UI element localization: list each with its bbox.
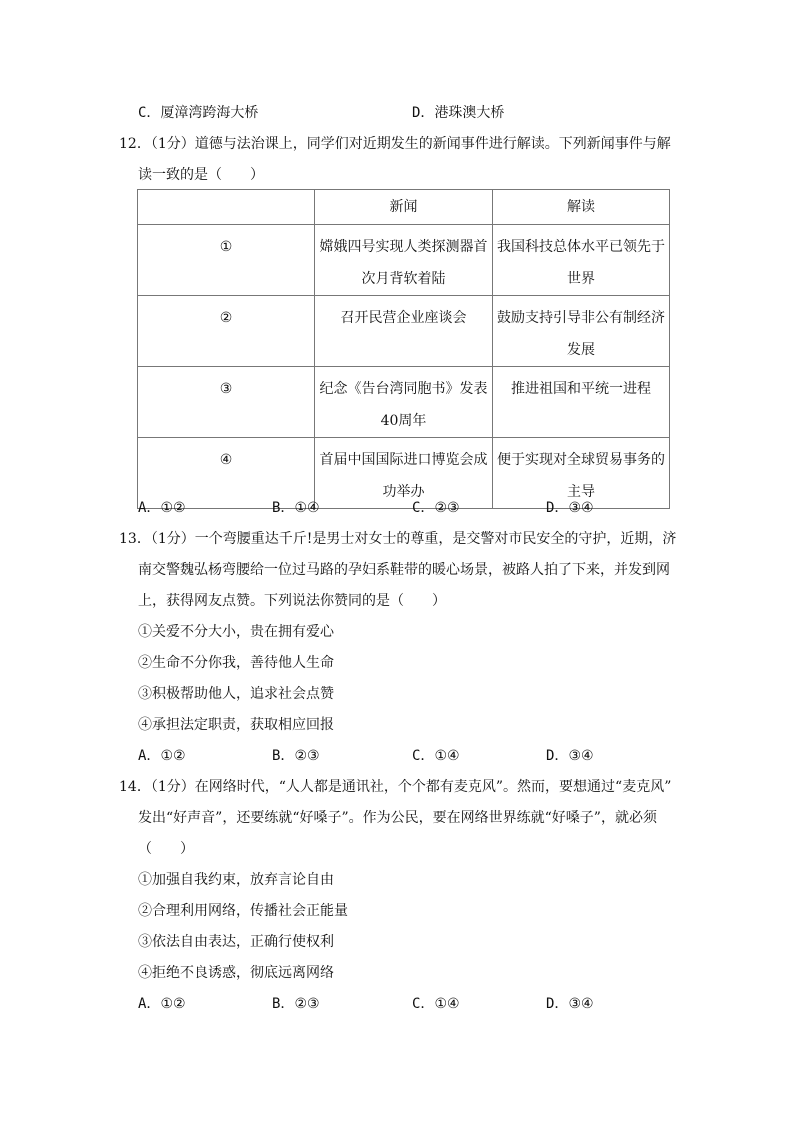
row-number: ① — [138, 225, 315, 296]
option-text: ①④ — [434, 996, 460, 1012]
q13-item-2: ②生命不分你我，善待他人生命 — [138, 655, 334, 671]
q12-stem-line1: 12．（1分）道德与法治课上，同学们对近期发生的新闻事件进行解读。下列新闻事件与解 — [119, 136, 671, 152]
row-reading: 便于实现对全球贸易事务的主导 — [493, 438, 670, 509]
q12-option-a — [138, 498, 186, 518]
row-reading: 我国科技总体水平已领先于世界 — [493, 225, 670, 296]
q14-item-1: ①加强自我约束，放弃言论自由 — [138, 872, 334, 888]
option-letter: C． — [412, 748, 435, 764]
option-text: ③④ — [568, 500, 594, 516]
option-letter: C． — [412, 996, 435, 1012]
option-text: ②③ — [294, 748, 320, 764]
option-letter: A． — [138, 500, 161, 516]
option-letter: D． — [546, 996, 569, 1012]
question-number: 12．（1分） — [119, 136, 195, 152]
option-text: ①④ — [294, 500, 320, 516]
option-letter: B． — [272, 748, 295, 764]
q12-option-c — [412, 498, 460, 518]
option-text: ①④ — [434, 748, 460, 764]
option-text: ①② — [160, 748, 186, 764]
row-news: 召开民营企业座谈会 — [315, 296, 493, 367]
row-reading: 推进祖国和平统一进程 — [493, 367, 670, 438]
row-number: ② — [138, 296, 315, 367]
option-text: ③④ — [568, 748, 594, 764]
option-letter: B． — [272, 500, 295, 516]
q12-stem-line2: 读一致的是（ ） — [138, 167, 264, 183]
q13-item-1: ①关爱不分大小，贵在拥有爱心 — [138, 624, 334, 640]
option-letter: B． — [272, 996, 295, 1012]
q14-item-2: ②合理利用网络，传播社会正能量 — [138, 903, 348, 919]
q13-option-b — [272, 746, 320, 766]
q12-option-d — [546, 498, 594, 518]
q14-option-b — [272, 994, 320, 1014]
q13-item-3: ③积极帮助他人，追求社会点赞 — [138, 686, 334, 702]
q14-stem-line2: 发出“好声音”，还要练就“好嗓子”。作为公民，要在网络世界练就“好嗓子”，就必须 — [138, 810, 657, 826]
q11-option-d — [412, 103, 504, 123]
table-header-news: 新闻 — [315, 190, 493, 225]
row-news: 纪念《告台湾同胞书》发表40周年 — [315, 367, 493, 438]
q13-stem-line2: 南交警魏弘杨弯腰给一位过马路的孕妇系鞋带的暖心场景，被路人拍了下来，并发到网 — [138, 562, 670, 578]
table-header-blank — [138, 190, 315, 225]
option-text: 厦漳湾跨海大桥 — [160, 105, 259, 121]
option-letter: C． — [138, 105, 161, 121]
option-text: ②③ — [294, 996, 320, 1012]
option-letter: D． — [546, 500, 569, 516]
option-letter: C． — [412, 500, 435, 516]
option-text: ③④ — [568, 996, 594, 1012]
table-header-row — [138, 190, 670, 225]
row-number: ③ — [138, 367, 315, 438]
q14-option-c — [412, 994, 460, 1014]
q14-item-4: ④拒绝不良诱惑，彻底远离网络 — [138, 965, 334, 981]
question-number: 13．（1分） — [119, 531, 195, 547]
option-letter: A． — [138, 748, 161, 764]
q14-stem-line3: （ ） — [138, 841, 194, 857]
q14-option-a — [138, 994, 186, 1014]
option-letter: A． — [138, 996, 161, 1012]
q13-stem-line1: 13．（1分）一个弯腰重达千斤!是男士对女士的尊重，是交警对市民安全的守护，近期，济 — [119, 531, 677, 547]
q14-item-3: ③依法自由表达，正确行使权利 — [138, 934, 334, 950]
table-header-reading: 解读 — [493, 190, 670, 225]
row-news: 嫦娥四号实现人类探测器首次月背软着陆 — [315, 225, 493, 296]
q13-stem-line3: 上，获得网友点赞。下列说法你赞同的是（ ） — [138, 593, 446, 609]
option-text: 港珠澳大桥 — [434, 105, 505, 121]
q13-option-d — [546, 746, 594, 766]
option-text: ②③ — [434, 500, 460, 516]
option-letter: D． — [546, 748, 569, 764]
q14-option-d — [546, 994, 594, 1014]
row-news: 首届中国国际进口博览会成功举办 — [315, 438, 493, 509]
q13-option-a — [138, 746, 186, 766]
question-number: 14．（1分） — [119, 779, 195, 795]
q13-option-c — [412, 746, 460, 766]
option-text: ①② — [160, 996, 186, 1012]
option-text: ①② — [160, 500, 186, 516]
row-number: ④ — [138, 438, 315, 509]
table-row — [138, 367, 670, 438]
q12-option-b — [272, 498, 320, 518]
q11-option-c — [138, 103, 258, 123]
table-row — [138, 296, 670, 367]
option-letter: D． — [412, 105, 435, 121]
q13-item-4: ④承担法定职责，获取相应回报 — [138, 717, 334, 733]
q12-news-table — [137, 189, 670, 509]
q14-stem-line1: 14．（1分）在网络时代，“人人都是通讯社，个个都有麦克风”。然而，要想通过“麦克风” — [119, 779, 672, 795]
row-reading: 鼓励支持引导非公有制经济发展 — [493, 296, 670, 367]
table-row — [138, 225, 670, 296]
